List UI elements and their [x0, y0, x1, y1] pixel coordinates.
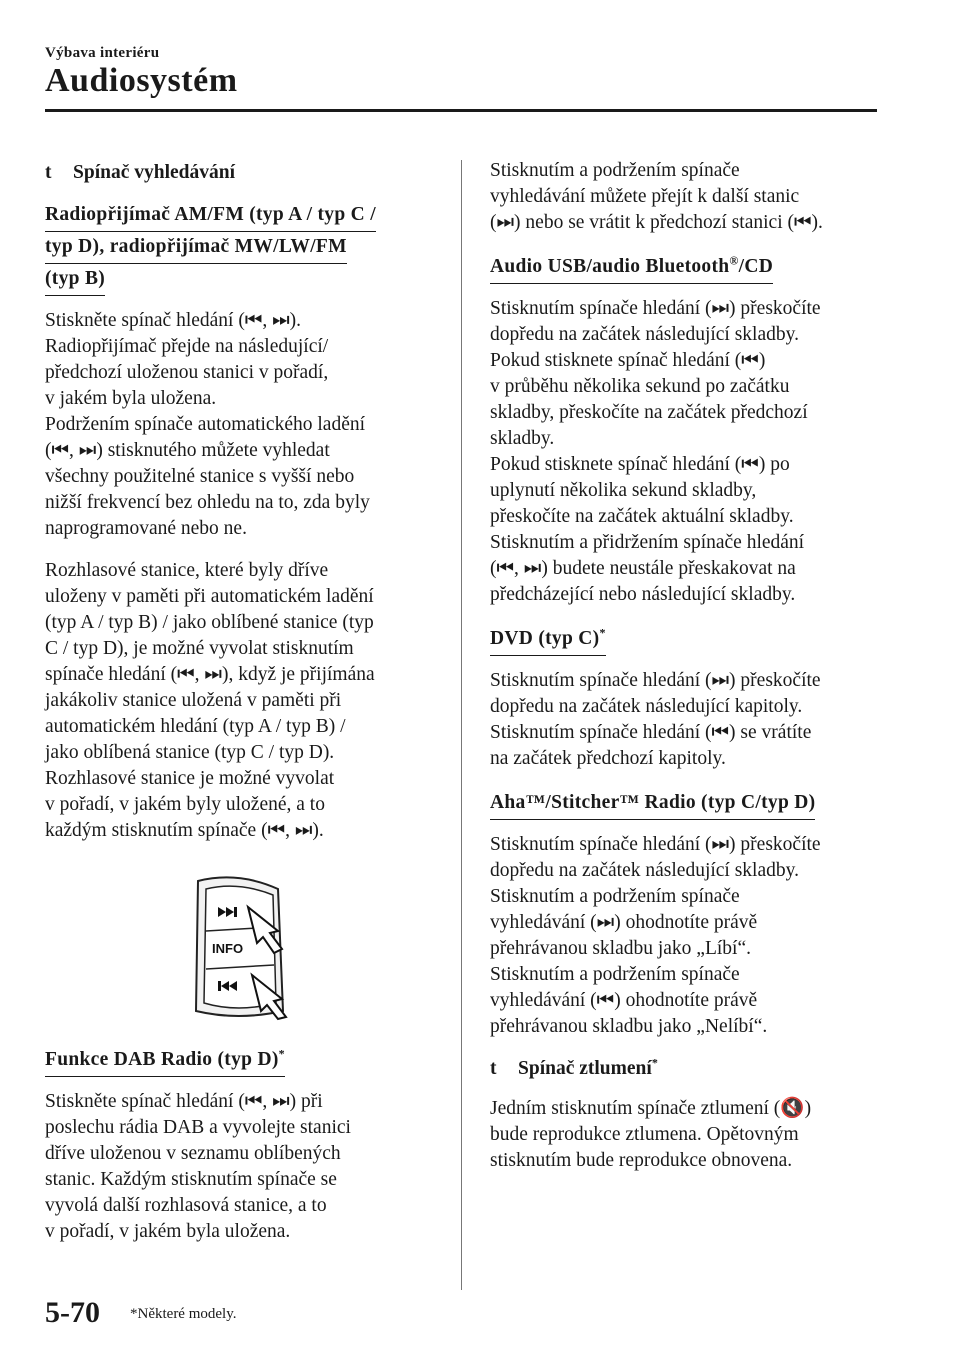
paragraph-stored-stations: Rozhlasové stanice, které byly dříve uloženy v paměti při automatickém ladění (typ A / typ B) / jako oblíbené stanice (typ C / typ D), je možné vyvolat stisknutím spínače hledání (⏮, ⏭), když je přijímána jakákoliv stanice uložená v paměti při automatickém hledání (typ A / typ B) / jako oblíbená stanice (typ C / typ D). Rozhlasové stanice je možné vyvolat v pořadí, v jakém byly uložené, a to každým stisknutím spínače (⏮, ⏭). — [45, 560, 375, 841]
paragraph-search-radio: Stiskněte spínač hledání (⏮, ⏭). Radiopřijímač přejde na následující/ předchozí uloženou stanici v pořadí, v jakém byla uložena. Podržením spínače automatického ladění (⏮, ⏭) stisknutého můžete vyhledat všechny použitelné stanice s vyšší nebo nižší frekvencí bez ohledu na to, zda byly naprogramované nebo ne. — [45, 310, 370, 539]
subheading-line-3: (typ B) — [45, 264, 105, 296]
subheading-dab — [45, 1045, 440, 1077]
steering-switch-figure — [45, 868, 440, 1023]
bullet-heading-text: Spínač ztlumení* — [518, 1055, 658, 1079]
paragraph-hold-search: Stisknutím a podržením spínače vyhledávání můžete přejít k další stanic (⏭) nebo se vrátit k předchozí stanici (⏮). — [490, 160, 823, 233]
page-number: 5-70 — [45, 1296, 100, 1329]
subheading-aha — [490, 788, 890, 820]
column-divider — [461, 160, 462, 1290]
subheading-line-1: Radiopřijímač AM/FM (typ A / typ C / — [45, 200, 376, 232]
right-column — [490, 158, 890, 1190]
bullet-mark: t — [490, 1058, 497, 1079]
subheading-dvd — [490, 624, 890, 656]
paragraph-dvd: Stisknutím spínače hledání (⏭) přeskočíte dopředu na začátek následující kapitoly. Stisknutím spínače hledání (⏮) se vrátíte na začátek předchozí kapitoly. — [490, 670, 821, 769]
info-label: INFO — [211, 940, 243, 956]
left-column — [45, 158, 440, 1261]
subheading-usb-text: Audio USB/audio Bluetooth®/CD — [490, 252, 773, 284]
bullet-mark: t — [45, 162, 52, 183]
page-title: Audiosystém — [45, 62, 238, 99]
paragraph-aha: Stisknutím spínače hledání (⏭) přeskočíte dopředu na začátek následující skladby. Stisknutím a podržením spínače vyhledávání (⏭) ohodnotíte právě přehrávanou skladbu jako „Líbí“. Stisknutím a podržením spínače vyhledávání (⏮) ohodnotíte právě přehrávanou skladbu jako „Nelíbí“. — [490, 834, 821, 1037]
subheading-line-2: typ D), radiopřijímač MW/LW/FM — [45, 232, 347, 264]
paragraph-usb-skip: Stisknutím spínače hledání (⏭) přeskočíte dopředu na začátek následující skladby. Pokud stisknete spínač hledání (⏮) v průběhu několika sekund po začátku skladby, přeskočíte na začátek předchozí skladby. Pokud stisknete spínač hledání (⏮) po uplynutí několika sekund skladby, přeskočíte na začátek aktuální skladby. Stisknutím a přidržením spínače hledání (⏮, ⏭) budete neustále přeskakovat na předcházející nebo následující skladby. — [490, 298, 821, 605]
steering-switch-illustration — [178, 871, 308, 1021]
header-rule — [45, 109, 877, 112]
footnote: *Některé modely. — [130, 1306, 237, 1322]
bullet-heading-text: Spínač vyhledávání — [73, 162, 236, 183]
subheading-aha-text: Aha™/Stitcher™ Radio (typ C/typ D) — [490, 788, 815, 820]
section-label: Výbava interiéru — [45, 45, 160, 61]
subheading-am-fm — [45, 200, 440, 296]
bullet-heading-mute — [490, 1056, 890, 1082]
subheading-dab-text: Funkce DAB Radio (typ D)* — [45, 1045, 285, 1077]
paragraph-mute: Jedním stisknutím spínače ztlumení (🔇) bude reprodukce ztlumena. Opětovným stisknutím bude reprodukce obnovena. — [490, 1098, 812, 1171]
bullet-heading-search — [45, 160, 440, 186]
subheading-dvd-text: DVD (typ C)* — [490, 624, 606, 656]
paragraph-dab: Stiskněte spínač hledání (⏮, ⏭) při poslechu rádia DAB a vyvolejte stanici dříve uloženou v seznamu oblíbených stanic. Každým stisknutím spínače se vyvolá další rozhlasová stanice, a to v pořadí, v jakém byla uložena. — [45, 1091, 351, 1242]
subheading-usb-bt — [490, 252, 890, 284]
